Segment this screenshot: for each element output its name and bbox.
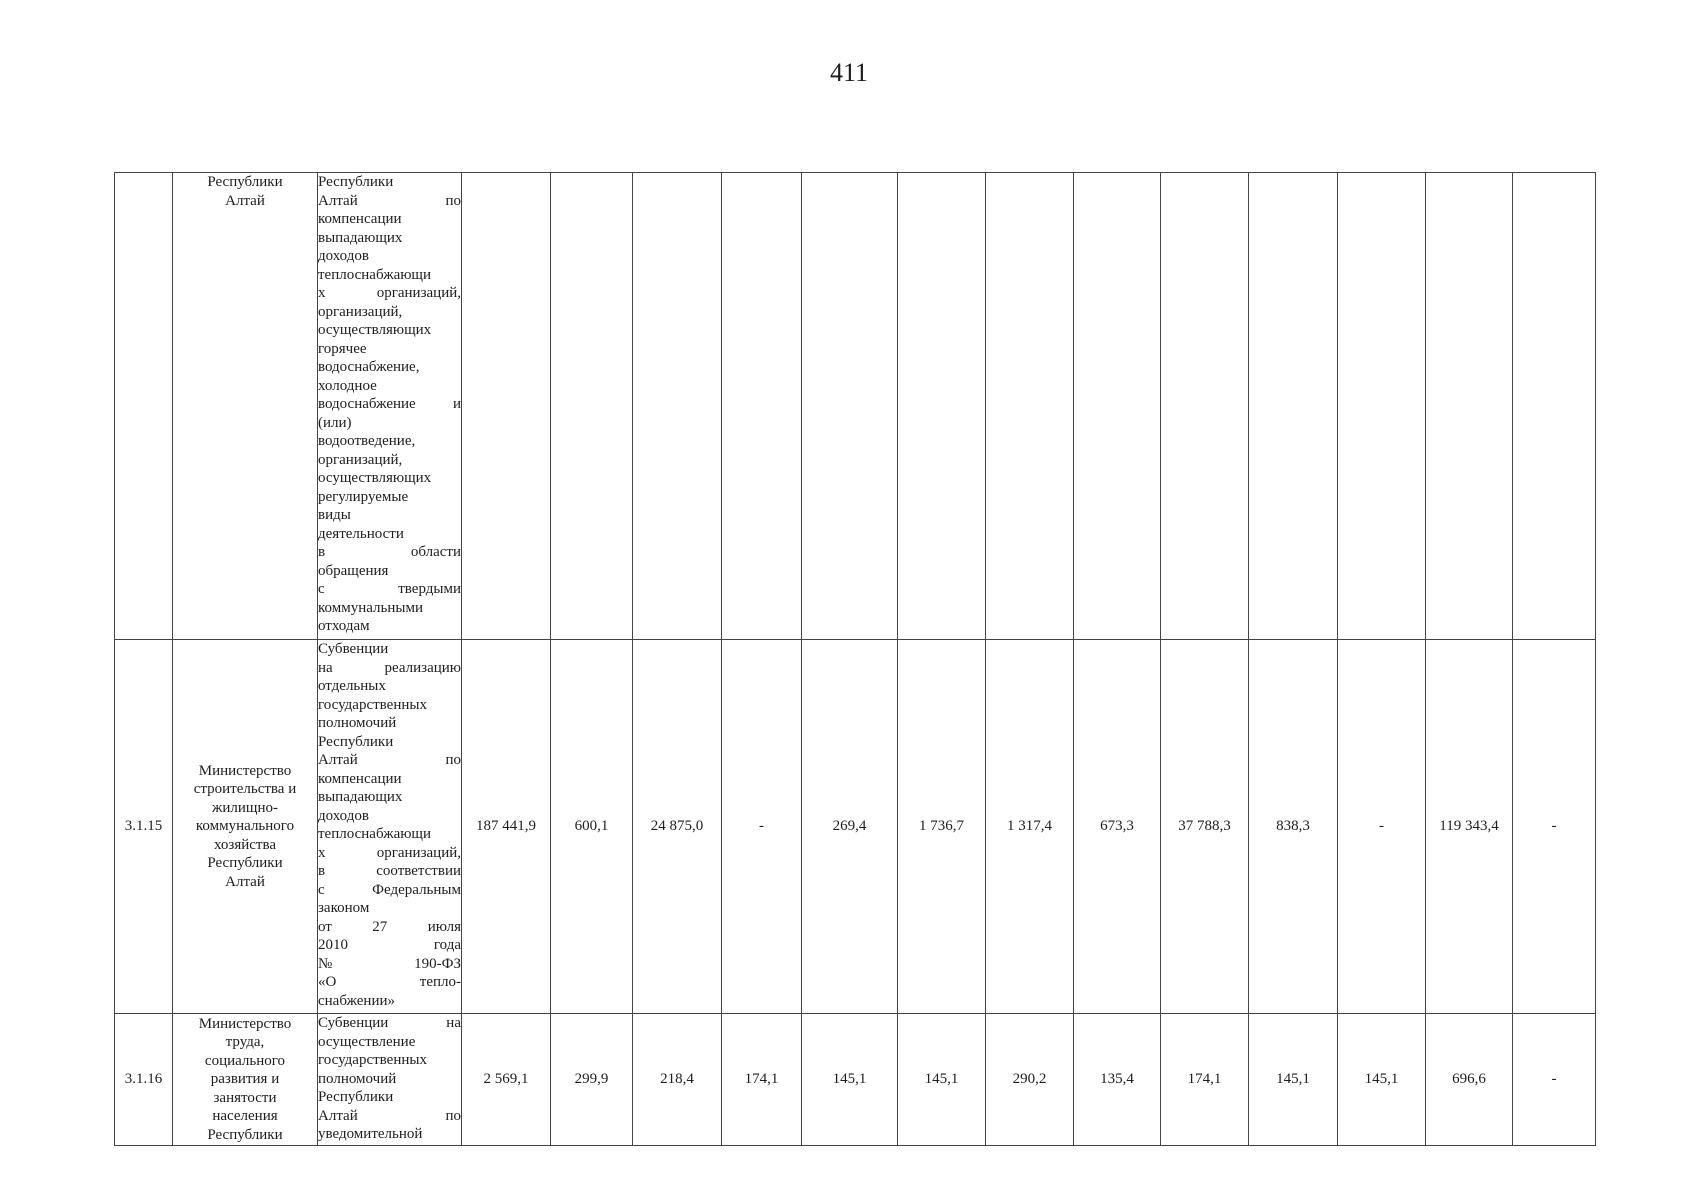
value-cell: 135,4	[1074, 1014, 1161, 1146]
value-cell: 145,1	[1249, 1014, 1338, 1146]
value-cell: 37 788,3	[1161, 640, 1249, 1014]
table-row	[115, 173, 1596, 640]
value-cell: 696,6	[1426, 1014, 1513, 1146]
table-row	[115, 1014, 1596, 1146]
value-cell	[1161, 173, 1249, 640]
value-cell	[1074, 173, 1161, 640]
value-cell	[722, 173, 802, 640]
value-cell: 174,1	[722, 1014, 802, 1146]
value-cell	[462, 173, 551, 640]
value-cell	[1338, 173, 1426, 640]
value-cell: 218,4	[633, 1014, 722, 1146]
page-number: 411	[829, 58, 869, 87]
value-cell: 269,4	[802, 640, 898, 1014]
description-cell: Субвенции на реализацию отдельных государственных полномочий Республики Алтай по компенсации выпадающих доходов теплоснабжающи х организаций, в соответствии с Федеральным законом от 27 июля 2010 года № 190-ФЗ «О тепло- снабжении»	[318, 640, 462, 1014]
value-cell: 673,3	[1074, 640, 1161, 1014]
row-number-cell: 3.1.16	[115, 1014, 173, 1146]
value-cell: 2 569,1	[462, 1014, 551, 1146]
value-cell: 145,1	[898, 1014, 986, 1146]
value-cell	[633, 173, 722, 640]
executor-cell: Министерство строительства и жилищно- коммунального хозяйства Республики Алтай	[173, 640, 318, 1014]
data-table	[114, 172, 1596, 1146]
description-cell: Субвенции на осуществление государственных полномочий Республики Алтай по уведомительной	[318, 1014, 462, 1146]
value-cell: -	[1513, 640, 1596, 1014]
value-cell	[551, 173, 633, 640]
value-cell	[1426, 173, 1513, 640]
value-cell: 187 441,9	[462, 640, 551, 1014]
value-cell: 119 343,4	[1426, 640, 1513, 1014]
row-number-cell	[115, 173, 173, 640]
value-cell: 145,1	[802, 1014, 898, 1146]
value-cell	[986, 173, 1074, 640]
value-cell: 290,2	[986, 1014, 1074, 1146]
value-cell	[1513, 173, 1596, 640]
value-cell: 1 317,4	[986, 640, 1074, 1014]
row-number-cell: 3.1.15	[115, 640, 173, 1014]
value-cell: -	[722, 640, 802, 1014]
value-cell: 299,9	[551, 1014, 633, 1146]
value-cell: 1 736,7	[898, 640, 986, 1014]
table-body	[115, 173, 1596, 1146]
value-cell: -	[1338, 640, 1426, 1014]
value-cell: 838,3	[1249, 640, 1338, 1014]
value-cell	[1249, 173, 1338, 640]
value-cell: -	[1513, 1014, 1596, 1146]
value-cell: 24 875,0	[633, 640, 722, 1014]
executor-cell: Республики Алтай	[173, 173, 318, 640]
executor-cell: Министерство труда, социального развития и занятости населения Республики	[173, 1014, 318, 1146]
value-cell	[898, 173, 986, 640]
table-row	[115, 640, 1596, 1014]
value-cell: 174,1	[1161, 1014, 1249, 1146]
value-cell	[802, 173, 898, 640]
description-cell: Республики Алтай по компенсации выпадающих доходов теплоснабжающи х организаций, организаций, осуществляющих горячее водоснабжение, холодное водоснабжение и (или) водоотведение, организаций, осуществляющих регулируемые виды деятельности в области обращения с твердыми коммунальными отходам	[318, 173, 462, 640]
value-cell: 145,1	[1338, 1014, 1426, 1146]
value-cell: 600,1	[551, 640, 633, 1014]
